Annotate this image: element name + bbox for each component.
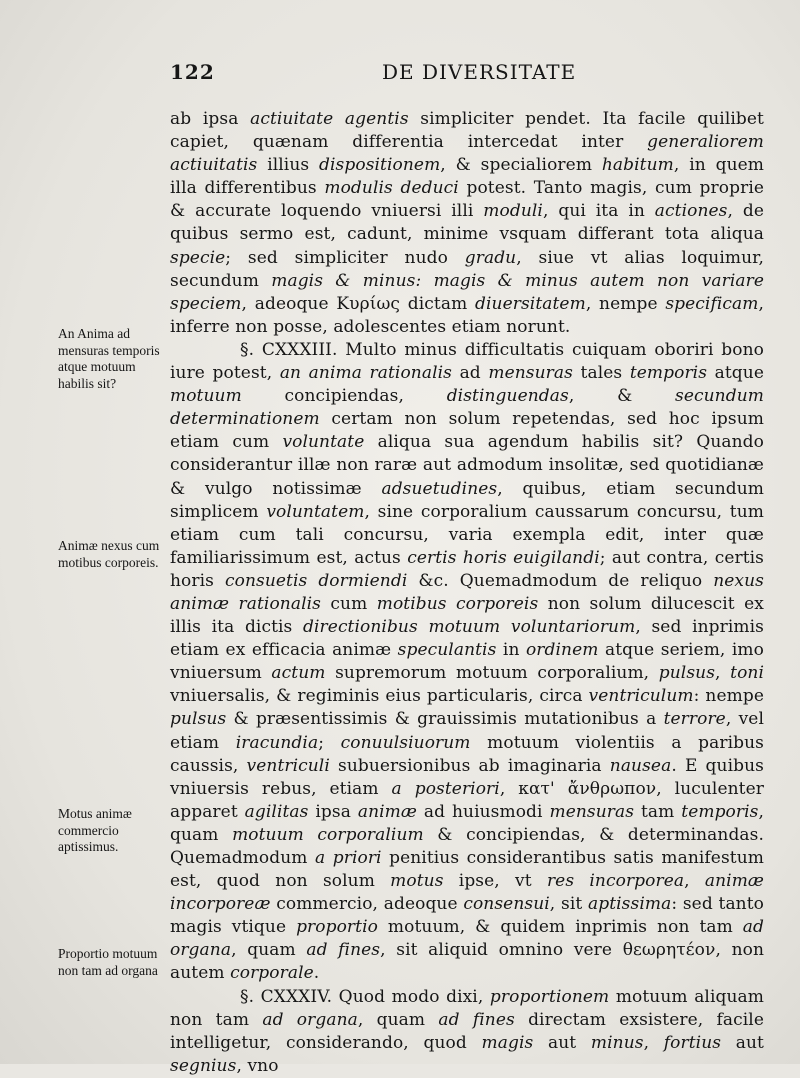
text-run: , adeoque Κυρίως dictam xyxy=(241,293,476,314)
text-run: modulis deduci xyxy=(324,178,459,199)
text-run: simpliciter pendet. Ita facile quilibet capiet, quænam differentia intercedat inter xyxy=(170,109,764,153)
text-run: non solum dilucescit ex illis ita dictis xyxy=(170,593,764,638)
text-run: distinguendas xyxy=(446,386,569,407)
text-run: iracundia xyxy=(235,732,319,753)
text-run: , inferre non posse, adolescentes etiam norunt. xyxy=(170,293,764,337)
text-run: motibus corporeis xyxy=(376,593,539,614)
text-run: ad organa xyxy=(262,1009,358,1030)
text-run: pulsus xyxy=(170,709,227,730)
text-run: , in quem illa differentibus xyxy=(170,155,765,199)
margin-note-3: Motus animæ commercio aptissimus. xyxy=(58,806,132,854)
text-run: secundum determinationem xyxy=(170,386,764,430)
text-run: a posteriori xyxy=(391,778,500,799)
text-run: speculantis xyxy=(397,640,497,661)
text-run: specie xyxy=(170,247,226,268)
text-run: , vno xyxy=(236,1055,279,1076)
text-run: segnius xyxy=(170,1055,237,1076)
text-run: ad organa xyxy=(170,917,765,961)
text-run: commercio, adeoque xyxy=(270,894,464,915)
text-run: : nempe xyxy=(693,686,764,707)
text-run: temporis xyxy=(629,363,708,384)
page-header xyxy=(0,60,800,90)
text-run: consuetis dormiendi xyxy=(224,570,408,591)
text-run: ; xyxy=(318,732,341,753)
margin-note-4: Proportio motuum non tam ad organa xyxy=(58,946,158,978)
text-run: ad huiusmodi xyxy=(416,801,550,822)
text-run: , quam xyxy=(170,801,764,845)
text-run: a priori xyxy=(315,848,382,868)
text-run: magis xyxy=(481,1032,534,1053)
text-run: motuum xyxy=(170,386,242,407)
text-run: animæ incorporeæ xyxy=(170,871,764,915)
text-run: , & xyxy=(568,386,676,407)
text-run: tales xyxy=(572,363,630,384)
text-run: nausea xyxy=(609,755,672,776)
text-run: aliqua sua agendum habilis sit? Quando considerantur illæ non raræ aut admodum insolitæ, sed quotidianæ & vulgo notissimæ xyxy=(170,432,765,499)
text-run: dispositionem xyxy=(319,155,441,176)
text-run: mensuras xyxy=(488,363,573,384)
text-run: ordinem xyxy=(525,640,599,661)
text-run: , xyxy=(684,871,705,892)
text-run: corporale xyxy=(230,963,314,984)
text-run: atque xyxy=(707,363,764,384)
text-run: directionibus motuum voluntariorum xyxy=(303,617,636,638)
text-run: agilitas xyxy=(244,801,309,822)
text-run: proportio xyxy=(296,917,378,938)
text-run: aut xyxy=(721,1032,764,1053)
text-run: toni xyxy=(730,663,765,684)
text-run: , sit xyxy=(549,894,588,915)
text-run: actus xyxy=(354,547,401,568)
text-run: & præsentissimis & grauissimis mutationibus a xyxy=(226,709,664,730)
page-number: 122 xyxy=(170,60,215,84)
text-run: supremorum motuum corporalium, xyxy=(325,663,659,684)
text-run: : sed tanto magis vtique xyxy=(170,894,764,938)
text-run: actiuitate agentis xyxy=(250,109,409,129)
text-run: actiones xyxy=(654,201,728,222)
text-run: animæ xyxy=(357,801,417,822)
text-run: ; aut contra, certis horis xyxy=(170,547,764,591)
text-run: temporis xyxy=(681,801,759,822)
text-run: motuum violentiis a paribus caussis, xyxy=(170,732,765,776)
text-run: fortius xyxy=(663,1032,722,1053)
text-run: terrore xyxy=(663,709,726,730)
text-run: subuersionibus ab imaginaria xyxy=(329,755,610,776)
text-run: tam xyxy=(634,801,682,822)
text-run: aptissima xyxy=(588,894,672,915)
text-run: ipsa xyxy=(308,801,358,822)
text-run: res incorporea xyxy=(546,871,685,892)
text-run: ad fines xyxy=(306,940,381,961)
text-run: , quam xyxy=(231,940,307,961)
text-run: ab ipsa xyxy=(170,109,251,129)
text-run: consensui xyxy=(463,894,550,915)
running-head: DE DIVERSITATE xyxy=(382,60,577,84)
text-run: , κατ' ἄνθρωπον, luculenter apparet xyxy=(170,778,764,822)
text-run: directam exsistere, facile intelligetur, considerando, quod xyxy=(170,1009,764,1053)
text-run: . E quibus vniuersis rebus, etiam xyxy=(170,755,764,799)
text-run: , de quibus sermo est, cadunt, minime vsquam differant tota aliqua xyxy=(170,201,764,245)
text-run: ad fines xyxy=(438,1009,515,1030)
text-run: ; sed simpliciter nudo xyxy=(225,247,465,268)
paragraph-1 xyxy=(170,108,764,339)
text-run: , xyxy=(643,1032,664,1053)
text-run: conuulsiuorum xyxy=(340,732,471,753)
text-run: , & specialiorem xyxy=(440,155,602,176)
paragraph-section-cxxxiii xyxy=(170,339,764,986)
text-run: , xyxy=(715,663,731,684)
text-run: §. CXXXIII. Multo minus difficultatis cuiquam oboriri bono iure potest, xyxy=(170,339,764,384)
text-run: habitum xyxy=(601,155,674,176)
text-run: ipse, vt xyxy=(443,871,547,892)
text-run: certis horis euigilandi xyxy=(407,547,600,568)
text-run: magis & minus: magis & minus autem non variare speciem xyxy=(170,270,764,314)
text-run: §. CXXXIV. Quod modo dixi, xyxy=(240,986,490,1007)
text-run: motuum, & quidem inprimis non tam xyxy=(377,917,743,938)
text-run: in xyxy=(496,640,526,661)
text-run: nexus animæ rationalis xyxy=(170,570,764,614)
text-run: concipiendas, xyxy=(241,386,447,407)
text-run: actum xyxy=(271,663,326,684)
text-run: , sit aliquid omnino vere θεωρητέον, non autem xyxy=(170,940,765,984)
text-run: proportionem xyxy=(489,986,610,1007)
text-run: motuum aliquam non tam xyxy=(170,986,764,1030)
text-run: ventriculum xyxy=(588,686,694,707)
text-run: penitius considerantibus satis manifestum est, quod non solum xyxy=(170,848,764,892)
text-run: . xyxy=(313,963,320,984)
text-run: minus xyxy=(590,1032,644,1053)
text-run: illius xyxy=(257,155,320,176)
text-run: , qui ita in xyxy=(542,201,655,222)
text-run: motuum corporalium xyxy=(232,824,424,845)
margin-note-1: An Anima ad mensuras temporis atque motuum habilis sit? xyxy=(58,326,160,391)
body-text xyxy=(170,108,764,1078)
text-run: diuersitatem xyxy=(475,293,586,314)
text-run: & concipiendas, & determinandas. Quemadmodum xyxy=(170,824,764,868)
text-run: specificam xyxy=(665,293,759,314)
text-run: vniuersalis, & regiminis eius particularis, circa xyxy=(170,686,589,707)
text-run: , vel etiam xyxy=(170,709,764,753)
margin-note-2: Animæ nexus cum motibus corporeis. xyxy=(58,538,160,570)
text-run: , nempe xyxy=(585,293,666,314)
text-run: cum xyxy=(321,593,377,614)
text-run: ad xyxy=(451,363,489,384)
text-run: atque seriem, imo vniuersum xyxy=(170,640,764,684)
text-run: generaliorem actiuitatis xyxy=(170,132,764,176)
text-run: &c. Quemadmodum de reliquo xyxy=(407,570,714,591)
text-run: adsuetudines xyxy=(381,478,498,499)
text-run: certam non solum repetendas, sed hoc ipsum etiam cum xyxy=(170,409,764,453)
text-run: , quibus, etiam secundum simplicem xyxy=(170,478,764,522)
text-run: motus xyxy=(390,871,444,892)
text-run: moduli xyxy=(483,201,543,222)
text-run: pulsus xyxy=(658,663,716,684)
text-run: , quam xyxy=(357,1009,439,1030)
text-run: an anima rationalis xyxy=(279,363,452,384)
text-run: potest. Tanto magis, cum proprie & accurate loquendo vniuersi illi xyxy=(170,178,765,222)
text-run: gradu xyxy=(464,247,517,268)
paragraph-section-cxxxiv xyxy=(170,986,764,1078)
text-run: , sine corporalium caussarum concursu, tum etiam cum tali concursu, varia exempla edit, inter quæ familiarissimum est, xyxy=(170,501,764,568)
text-run: mensuras xyxy=(549,801,635,822)
text-run: voluntate xyxy=(282,432,365,453)
text-run: aut xyxy=(533,1032,591,1053)
text-run: voluntatem xyxy=(266,501,365,522)
text-run: , siue vt alias loquimur, secundum xyxy=(170,247,765,291)
text-run: ventriculi xyxy=(246,755,330,776)
text-run: , sed inprimis etiam ex efficacia animæ xyxy=(170,617,764,661)
